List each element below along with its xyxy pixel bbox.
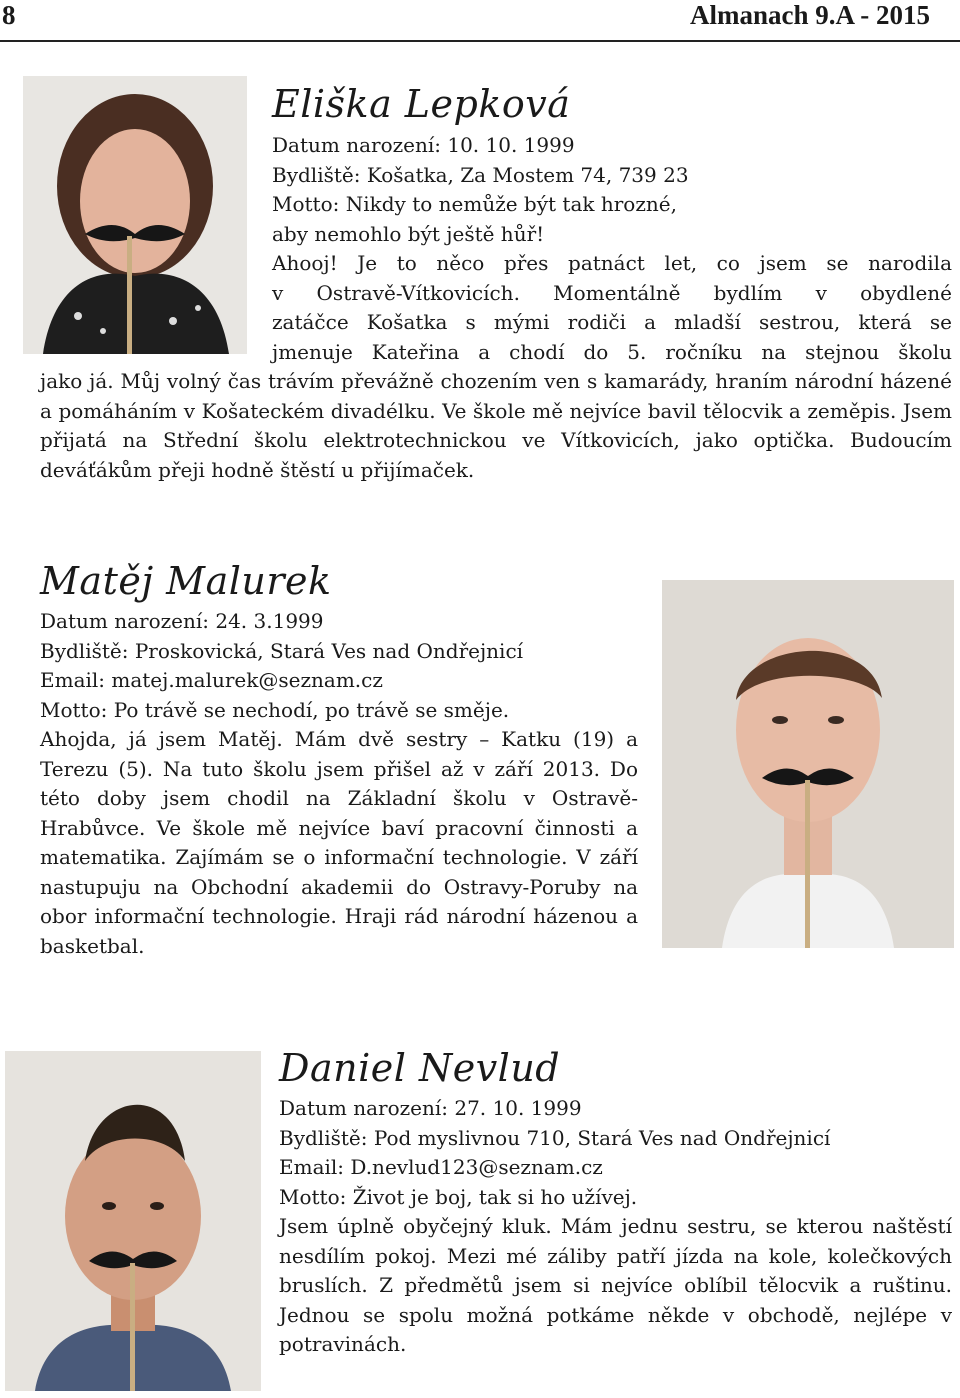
bio-text: Ahojda, já jsem Matěj. Mám dvě sestry – Katku (19) a Terezu (5). Na tuto školu jsem přišel až v září 2013. Do této doby jsem chodil na Základní školu v Ostravě-Hrabůvce. Ve škole mě nejvíce baví pracovní činnosti a matematika. Zajímám se o informační technologie. V září nastupuju na Obchodní akademii do Ostravy-Poruby na obor informační technologie. Hraji rád národní házenou a basketbal. [40, 727, 638, 958]
email: Email: D.nevlud123@seznam.cz [279, 1155, 603, 1179]
bio-line: Ahooj! Je to něco přes patnáct let, co jsem se narodila [272, 251, 952, 275]
student-details-2 [40, 607, 523, 725]
almanac-title: Almanach 9.A - 2015 [689, 0, 930, 30]
student-photo-3 [5, 1051, 261, 1391]
email: Email: matej.malurek@seznam.cz [40, 668, 383, 692]
student-bio-indented-1 [272, 249, 952, 367]
bio-text: Jsem úplně obyčejný kluk. Mám jednu sestru, se kterou naštěstí nesdílím pokoj. Mezi mé záliby patří jízda na kole, kolečkových bruslích. Z předmětů jsem si nejvíce oblíbil tělocvik a ruštinu. Jednou se spolu možná potkáme někde v obchodě, nejlépe v potravinách. [279, 1214, 952, 1356]
motto-continued: aby nemohlo být ještě hůř! [272, 221, 545, 246]
bio-line: zatáčce Košatka s mými rodiči a mladší sestrou, která se [272, 310, 952, 334]
student-photo-1 [23, 76, 247, 354]
student-details-3 [279, 1094, 830, 1212]
birth-date: Datum narození: 27. 10. 1999 [279, 1096, 582, 1120]
motto: Motto: Po trávě se nechodí, po trávě se směje. [40, 697, 510, 722]
bio-text: jako já. Můj volný čas trávím převážně chozením ven s kamarády, hraním národní házené a pomáháním v Košateckém divadélku. Ve škole mě nejvíce bavil tělocvik a zeměpis. Jsem přijatá na Střední školu elektrotechnickou ve Vítkovicích, jako optička. Budoucím deváťákům přeji hodně štěstí u přijímaček. [40, 369, 952, 482]
page-header [0, 0, 960, 40]
student-name-3: Daniel Nevlud [279, 1046, 561, 1090]
birth-date: Datum narození: 10. 10. 1999 [272, 133, 575, 157]
residence: Bydliště: Košatka, Za Mostem 74, 739 23 [272, 162, 689, 187]
student-bio-2 [40, 725, 638, 961]
bio-line: jmenuje Kateřina a chodí do 5. ročníku na stejnou školu [272, 339, 952, 364]
header-rule [0, 40, 960, 42]
student-name-2: Matěj Malurek [40, 559, 332, 603]
birth-date: Datum narození: 24. 3.1999 [40, 609, 324, 633]
student-bio-1 [40, 367, 952, 485]
student-bio-3 [279, 1212, 952, 1360]
bio-line: v Ostravě-Vítkovicích. Momentálně bydlím v obydlené [272, 280, 952, 305]
student-photo-2 [662, 580, 954, 948]
student-name-1: Eliška Lepková [272, 82, 571, 126]
motto: Motto: Nikdy to nemůže být tak hrozné, [272, 192, 677, 216]
residence: Bydliště: Proskovická, Stará Ves nad Ondřejnicí [40, 638, 524, 663]
motto: Motto: Život je boj, tak si ho užívej. [279, 1184, 638, 1209]
page-number: 8 [2, 0, 16, 30]
residence: Bydliště: Pod myslivnou 710, Stará Ves nad Ondřejnicí [279, 1125, 831, 1150]
student-details-1 [272, 131, 689, 249]
